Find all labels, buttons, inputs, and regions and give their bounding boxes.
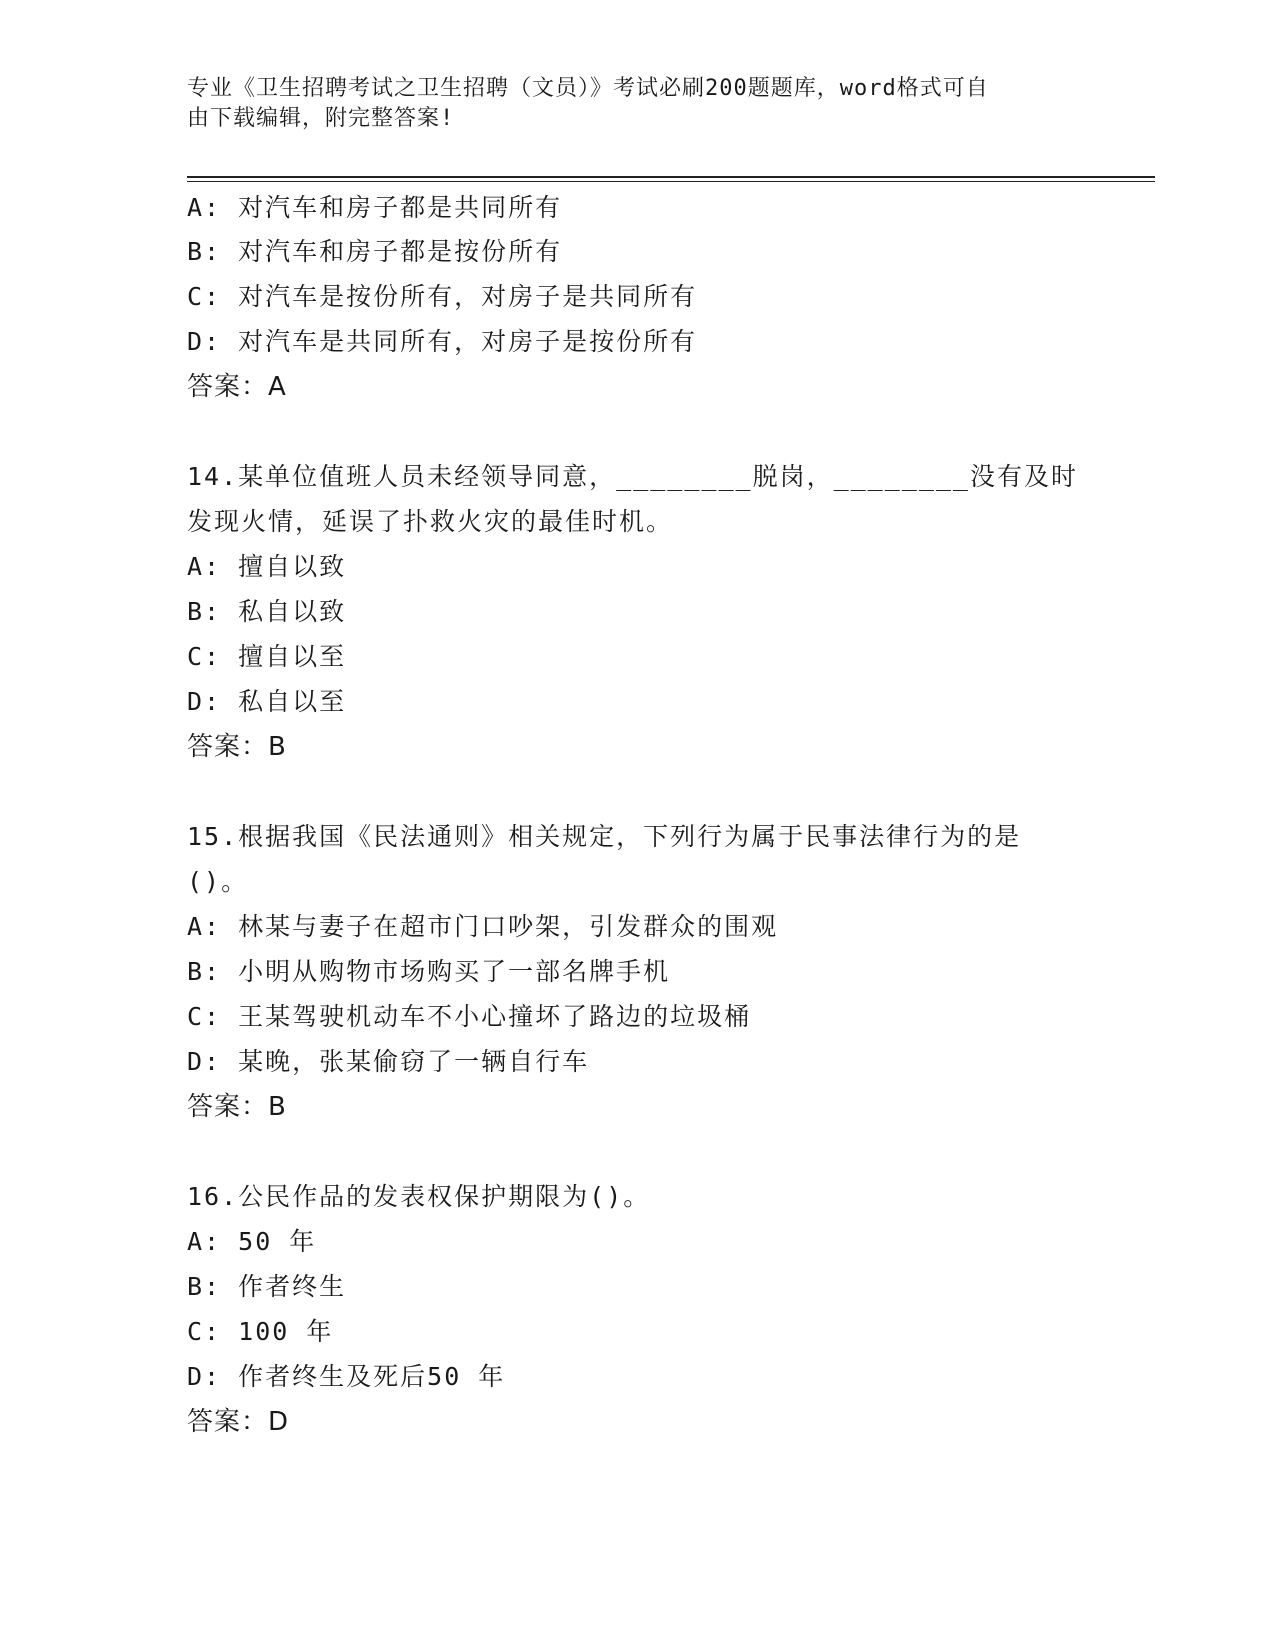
q14-stem-line-2: 发现火情，延误了扑救火灾的最佳时机。 xyxy=(187,507,674,536)
q13-option-c: C: 对汽车是按份所有，对房子是共同所有 xyxy=(187,282,698,311)
q14-option-b: B: 私自以致 xyxy=(187,597,347,626)
header-line-2: 由下载编辑，附完整答案! xyxy=(187,106,455,131)
header-line-1: 专业《卫生招聘考试之卫生招聘（文员）》考试必刷200题题库，word格式可自 xyxy=(187,76,989,101)
q15-option-d: D: 某晚，张某偷窃了一辆自行车 xyxy=(187,1047,590,1076)
q16-answer: 答案：D xyxy=(187,1407,290,1437)
q16-option-b: B: 作者终生 xyxy=(187,1272,347,1301)
q15-option-c: C: 王某驾驶机动车不小心撞坏了路边的垃圾桶 xyxy=(187,1002,752,1031)
q15-stem-line-1: 15.根据我国《民法通则》相关规定，下列行为属于民事法律行为的是 xyxy=(187,822,1022,851)
q13-option-b: B: 对汽车和房子都是按份所有 xyxy=(187,237,563,266)
q13-answer: 答案：A xyxy=(187,372,287,402)
q14-option-c: C: 擅自以至 xyxy=(187,642,347,671)
q13-option-d: D: 对汽车是共同所有，对房子是按份所有 xyxy=(187,327,698,356)
q15-option-b: B: 小明从购物市场购买了一部名牌手机 xyxy=(187,957,671,986)
q16-option-c: C: 100 年 xyxy=(187,1317,334,1346)
q14-stem-line-1: 14.某单位值班人员未经领导同意，________脱岗，________没有及时 xyxy=(187,462,1078,491)
header-rule-thick xyxy=(187,176,1155,178)
q15-stem-line-2: ()。 xyxy=(187,867,249,896)
q15-option-a: A: 林某与妻子在超市门口吵架，引发群众的围观 xyxy=(187,912,779,941)
q14-answer: 答案：B xyxy=(187,732,287,762)
q14-option-a: A: 擅自以致 xyxy=(187,552,347,581)
header-rule-thin xyxy=(187,181,1155,182)
q13-option-a: A: 对汽车和房子都是共同所有 xyxy=(187,193,563,222)
document-header xyxy=(187,74,1087,134)
q15-answer: 答案：B xyxy=(187,1092,287,1122)
q16-stem-line-1: 16.公民作品的发表权保护期限为()。 xyxy=(187,1182,651,1211)
q14-option-d: D: 私自以至 xyxy=(187,687,347,716)
q16-option-a: A: 50 年 xyxy=(187,1227,317,1256)
q16-option-d: D: 作者终生及死后50 年 xyxy=(187,1362,506,1391)
